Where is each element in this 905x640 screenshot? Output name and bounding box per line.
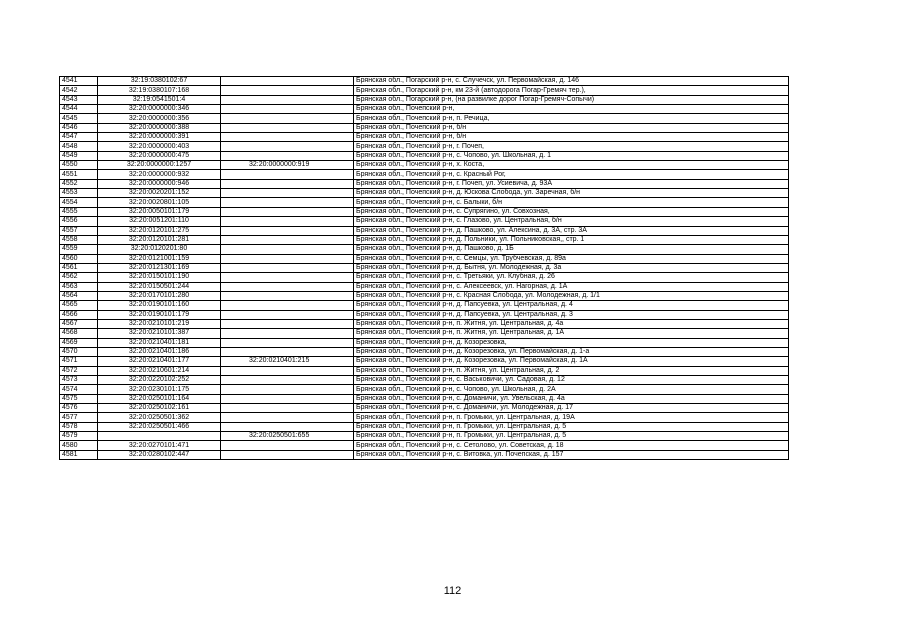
table-row [60,161,789,170]
table-row [60,319,789,328]
address-cell: Брянская обл., Почепский р-н, с. Васьковичи, ул. Садовая, д. 12 [354,376,789,385]
address-cell: Брянская обл., Почепский р-н, б/н [354,123,789,132]
address-cell: Брянская обл., Почепский р-н, с. Алексеевск, ул. Нагорная, д. 1А [354,282,789,291]
table-row [60,226,789,235]
address-cell: Брянская обл., Почепский р-н, д. Юскова Слобода, ул. Заречная, б/н [354,189,789,198]
related-cadastral-number-cell [221,385,354,394]
address-cell: Брянская обл., Почепский р-н, п. Громыки, ул. Центральная, д. 5 [354,422,789,431]
table-row [60,450,789,459]
related-cadastral-number-cell [221,179,354,188]
address-cell: Брянская обл., Почепский р-н, с. Супрягино, ул. Совхозная, [354,207,789,216]
row-number-cell: 4556 [60,217,98,226]
cadastral-number-cell: 32:20:0270101:471 [98,441,221,450]
address-cell: Брянская обл., Почепский р-н, с. Балыки, б/н [354,198,789,207]
address-cell: Брянская обл., Почепский р-н, с. Доманичи, ул. Увельская, д. 4а [354,394,789,403]
table-row [60,217,789,226]
related-cadastral-number-cell [221,226,354,235]
address-cell: Брянская обл., Почепский р-н, с. Семцы, ул. Трубчевская, д. 89а [354,254,789,263]
cadastral-number-cell: 32:20:0250102:161 [98,404,221,413]
related-cadastral-number-cell [221,189,354,198]
related-cadastral-number-cell [221,142,354,151]
table-row [60,366,789,375]
row-number-cell: 4559 [60,245,98,254]
related-cadastral-number-cell [221,366,354,375]
row-number-cell: 4557 [60,226,98,235]
cadastral-number-cell: 32:19:0541501:4 [98,95,221,104]
table-row [60,291,789,300]
row-number-cell: 4563 [60,282,98,291]
row-number-cell: 4574 [60,385,98,394]
row-number-cell: 4553 [60,189,98,198]
cadastral-number-cell: 32:20:0000000:1257 [98,161,221,170]
related-cadastral-number-cell [221,105,354,114]
cadastral-number-cell: 32:20:0050101:179 [98,207,221,216]
address-cell: Брянская обл., Почепский р-н, д. Папсуевка, ул. Центральная, д. 3 [354,310,789,319]
related-cadastral-number-cell [221,198,354,207]
table-row [60,105,789,114]
related-cadastral-number-cell [221,123,354,132]
row-number-cell: 4555 [60,207,98,216]
address-cell: Брянская обл., Почепский р-н, д. Козорезовка, ул. Первомайская, д. 1А [354,357,789,366]
row-number-cell: 4566 [60,310,98,319]
table-row [60,170,789,179]
table-row [60,123,789,132]
address-cell: Брянская обл., Почепский р-н, п. Громыки, ул. Центральная, д. 5 [354,432,789,441]
cadastral-number-cell: 32:20:0210101:387 [98,329,221,338]
row-number-cell: 4565 [60,301,98,310]
address-cell: Брянская обл., Почепский р-н, п. Речица, [354,114,789,123]
related-cadastral-number-cell [221,114,354,123]
address-cell: Брянская обл., Почепский р-н, п. Громыки, ул. Центральная, д. 19А [354,413,789,422]
cadastral-number-cell: 32:20:0000000:388 [98,123,221,132]
cadastral-number-cell: 32:20:0210101:219 [98,319,221,328]
table-row [60,394,789,403]
table-row [60,432,789,441]
row-number-cell: 4568 [60,329,98,338]
row-number-cell: 4547 [60,133,98,142]
address-cell: Брянская обл., Почепский р-н, г. Почеп, ул. Усиевича, д. 93А [354,179,789,188]
related-cadastral-number-cell [221,441,354,450]
related-cadastral-number-cell [221,207,354,216]
related-cadastral-number-cell [221,95,354,104]
row-number-cell: 4575 [60,394,98,403]
table-row [60,245,789,254]
table-row [60,310,789,319]
row-number-cell: 4562 [60,273,98,282]
address-cell: Брянская обл., Почепский р-н, п. Житня, ул. Центральная, д. 2 [354,366,789,375]
table-row [60,301,789,310]
row-number-cell: 4551 [60,170,98,179]
address-cell: Брянская обл., Почепский р-н, д. Козорезовка, [354,338,789,347]
cadastral-number-cell: 32:20:0210401:186 [98,347,221,356]
cadastral-table-body [60,77,789,460]
table-row [60,142,789,151]
address-cell: Брянская обл., Почепский р-н, [354,105,789,114]
related-cadastral-number-cell [221,273,354,282]
cadastral-number-cell: 32:20:0250101:164 [98,394,221,403]
address-cell: Брянская обл., Почепский р-н, х. Коста, [354,161,789,170]
table-row [60,329,789,338]
address-cell: Брянская обл., Почепский р-н, д. Бытня, ул. Молодежная, д. 3а [354,263,789,272]
row-number-cell: 4550 [60,161,98,170]
related-cadastral-number-cell [221,151,354,160]
address-cell: Брянская обл., Почепский р-н, д. Пашково, д. 1Б [354,245,789,254]
related-cadastral-number-cell [221,235,354,244]
address-cell: Брянская обл., Почепский р-н, д. Польники, ул. Польниковская,, стр. 1 [354,235,789,244]
address-cell: Брянская обл., Почепский р-н, п. Житня, ул. Центральная, д. 4а [354,319,789,328]
table-row [60,207,789,216]
table-row [60,357,789,366]
address-cell: Брянская обл., Почепский р-н, с. Витовка, ул. Почепская, д. 157 [354,450,789,459]
row-number-cell: 4578 [60,422,98,431]
row-number-cell: 4544 [60,105,98,114]
row-number-cell: 4542 [60,86,98,95]
table-row [60,95,789,104]
cadastral-table [59,76,789,460]
related-cadastral-number-cell [221,133,354,142]
cadastral-number-cell: 32:20:0280102:447 [98,450,221,459]
cadastral-number-cell: 32:19:0380102:67 [98,77,221,86]
related-cadastral-number-cell [221,254,354,263]
cadastral-number-cell: 32:20:0000000:356 [98,114,221,123]
cadastral-number-cell: 32:20:0051201:110 [98,217,221,226]
table-row [60,338,789,347]
table-row [60,235,789,244]
cadastral-number-cell: 32:20:0000000:946 [98,179,221,188]
cadastral-number-cell: 32:20:0020801:105 [98,198,221,207]
row-number-cell: 4560 [60,254,98,263]
cadastral-number-cell: 32:20:0230101:175 [98,385,221,394]
related-cadastral-number-cell: 32:20:0250501:655 [221,432,354,441]
related-cadastral-number-cell [221,282,354,291]
cadastral-number-cell: 32:20:0210401:181 [98,338,221,347]
row-number-cell: 4571 [60,357,98,366]
cadastral-number-cell: 32:20:0170101:280 [98,291,221,300]
cadastral-number-cell: 32:20:0150501:244 [98,282,221,291]
related-cadastral-number-cell [221,77,354,86]
row-number-cell: 4577 [60,413,98,422]
row-number-cell: 4561 [60,263,98,272]
related-cadastral-number-cell: 32:20:0000000:919 [221,161,354,170]
cadastral-number-cell: 32:20:0121001:159 [98,254,221,263]
table-row [60,263,789,272]
address-cell: Брянская обл., Погарский р-н, (на развилке дорог Погар-Гремяч-Сопычи) [354,95,789,104]
related-cadastral-number-cell: 32:20:0210401:215 [221,357,354,366]
address-cell: Брянская обл., Почепский р-н, с. Третьяки, ул. Клубная, д. 26 [354,273,789,282]
address-cell: Брянская обл., Почепский р-н, с. Доманичи, ул. Молодежная, д. 17 [354,404,789,413]
table-row [60,254,789,263]
row-number-cell: 4567 [60,319,98,328]
row-number-cell: 4581 [60,450,98,459]
related-cadastral-number-cell [221,263,354,272]
table-row [60,441,789,450]
row-number-cell: 4558 [60,235,98,244]
cadastral-number-cell: 32:20:0000000:403 [98,142,221,151]
address-cell: Брянская обл., Почепский р-н, д. Папсуевка, ул. Центральная, д. 4 [354,301,789,310]
table-row [60,385,789,394]
row-number-cell: 4552 [60,179,98,188]
related-cadastral-number-cell [221,376,354,385]
related-cadastral-number-cell [221,450,354,459]
address-cell: Брянская обл., Почепский р-н, с. Сетолово, ул. Советская, д. 18 [354,441,789,450]
row-number-cell: 4546 [60,123,98,132]
address-cell: Брянская обл., Почепский р-н, с. Красная Слобода, ул. Молодежная, д. 1/1 [354,291,789,300]
related-cadastral-number-cell [221,170,354,179]
cadastral-number-cell: 32:20:0120101:275 [98,226,221,235]
cadastral-number-cell: 32:20:0250501:466 [98,422,221,431]
cadastral-number-cell: 32:20:0000000:932 [98,170,221,179]
address-cell: Брянская обл., Почепский р-н, с. Чопово, ул. Школьная, д. 2А [354,385,789,394]
row-number-cell: 4541 [60,77,98,86]
address-cell: Брянская обл., Почепский р-н, д. Козорезовка, ул. Первомайская, д. 1-а [354,347,789,356]
row-number-cell: 4554 [60,198,98,207]
table-row [60,404,789,413]
row-number-cell: 4573 [60,376,98,385]
cadastral-number-cell: 32:20:0220102:252 [98,376,221,385]
related-cadastral-number-cell [221,338,354,347]
row-number-cell: 4580 [60,441,98,450]
table-row [60,189,789,198]
row-number-cell: 4579 [60,432,98,441]
cadastral-number-cell: 32:20:0120201:80 [98,245,221,254]
table-row [60,198,789,207]
related-cadastral-number-cell [221,394,354,403]
cadastral-number-cell: 32:20:0121301:169 [98,263,221,272]
table-row [60,86,789,95]
related-cadastral-number-cell [221,422,354,431]
table-row [60,413,789,422]
address-cell: Брянская обл., Почепский р-н, д. Пашково, ул. Алексина, д. 3А, стр. 3А [354,226,789,235]
row-number-cell: 4548 [60,142,98,151]
cadastral-number-cell: 32:19:0380107:168 [98,86,221,95]
table-row [60,77,789,86]
cadastral-number-cell: 32:20:0210401:177 [98,357,221,366]
cadastral-number-cell: 32:20:0020201:152 [98,189,221,198]
table-row [60,347,789,356]
cadastral-number-cell [98,432,221,441]
address-cell: Брянская обл., Почепский р-н, с. Красный Рог, [354,170,789,179]
related-cadastral-number-cell [221,217,354,226]
address-cell: Брянская обл., Погарский р-н, с. Случечск, ул. Первомайская, д. 146 [354,77,789,86]
cadastral-number-cell: 32:20:0000000:346 [98,105,221,114]
row-number-cell: 4564 [60,291,98,300]
row-number-cell: 4543 [60,95,98,104]
cadastral-number-cell: 32:20:0190101:160 [98,301,221,310]
page-number: 112 [443,585,462,597]
table-row [60,114,789,123]
address-cell: Брянская обл., Погарский р-н, км 23-й (автодорога Погар-Гремяч тер.), [354,86,789,95]
related-cadastral-number-cell [221,404,354,413]
address-cell: Брянская обл., Почепский р-н, с. Глазово, ул. Центральная, б/н [354,217,789,226]
table-row [60,133,789,142]
address-cell: Брянская обл., Почепский р-н, г. Почеп, [354,142,789,151]
cadastral-number-cell: 32:20:0120101:281 [98,235,221,244]
related-cadastral-number-cell [221,291,354,300]
row-number-cell: 4549 [60,151,98,160]
table-row [60,151,789,160]
row-number-cell: 4570 [60,347,98,356]
table-row [60,282,789,291]
row-number-cell: 4569 [60,338,98,347]
row-number-cell: 4545 [60,114,98,123]
table-row [60,179,789,188]
address-cell: Брянская обл., Почепский р-н, б/н [354,133,789,142]
table-row [60,273,789,282]
table-row [60,422,789,431]
related-cadastral-number-cell [221,329,354,338]
related-cadastral-number-cell [221,347,354,356]
cadastral-number-cell: 32:20:0190101:179 [98,310,221,319]
related-cadastral-number-cell [221,86,354,95]
address-cell: Брянская обл., Почепский р-н, с. Чопово, ул. Школьная, д. 1 [354,151,789,160]
row-number-cell: 4572 [60,366,98,375]
address-cell: Брянская обл., Почепский р-н, п. Житня, ул. Центральная, д. 1А [354,329,789,338]
related-cadastral-number-cell [221,310,354,319]
cadastral-number-cell: 32:20:0250501:362 [98,413,221,422]
cadastral-number-cell: 32:20:0210601:214 [98,366,221,375]
row-number-cell: 4576 [60,404,98,413]
related-cadastral-number-cell [221,319,354,328]
related-cadastral-number-cell [221,245,354,254]
related-cadastral-number-cell [221,413,354,422]
cadastral-number-cell: 32:20:0000000:391 [98,133,221,142]
cadastral-number-cell: 32:20:0000000:475 [98,151,221,160]
table-row [60,376,789,385]
cadastral-number-cell: 32:20:0150101:190 [98,273,221,282]
related-cadastral-number-cell [221,301,354,310]
